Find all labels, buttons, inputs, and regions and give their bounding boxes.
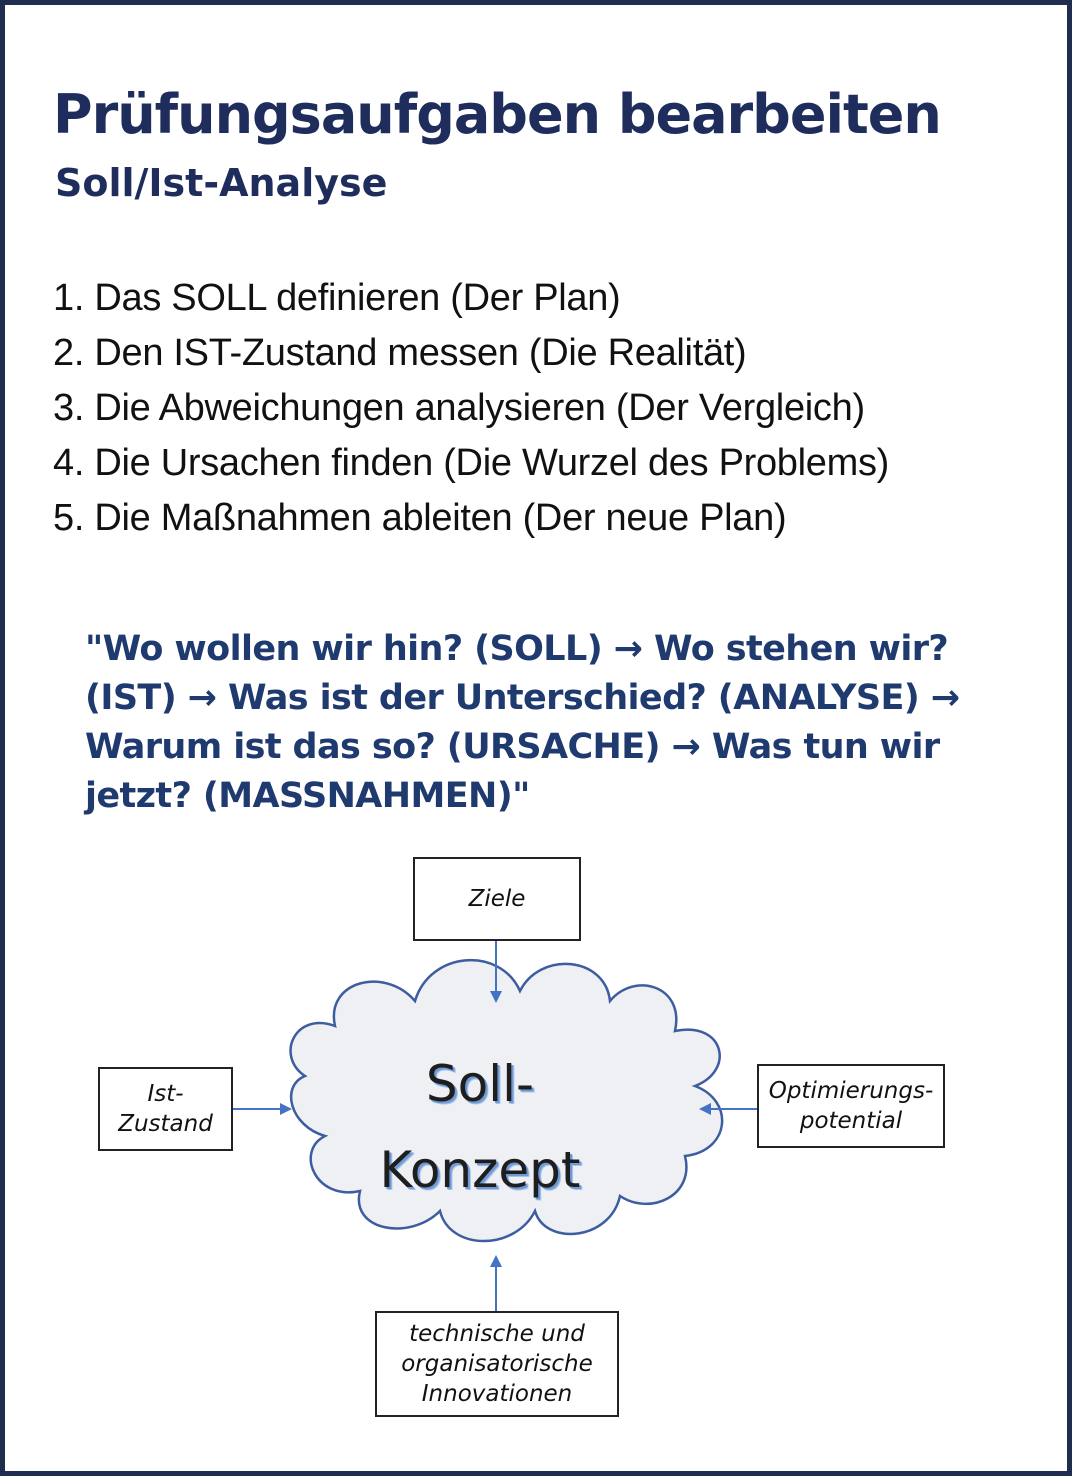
optimierungspotential-label: Optimierungs- potential — [768, 1078, 934, 1134]
ziele-box — [413, 857, 581, 941]
soll-konzept-label: Soll- Konzept — [379, 1055, 581, 1199]
optimierungspotential-box — [757, 1064, 945, 1148]
ist-zustand-box — [98, 1067, 233, 1151]
innovationen-label: technische und organisatorische Innovationen — [401, 1321, 593, 1407]
innovationen-box — [375, 1311, 619, 1417]
soll-konzept-diagram — [95, 851, 955, 1423]
page-title: Prüfungsaufgaben bearbeiten — [53, 83, 941, 146]
steps-list — [53, 271, 889, 546]
step-item: 2. Den IST-Zustand messen (Die Realität) — [53, 332, 747, 374]
step-item: 1. Das SOLL definieren (Der Plan) — [53, 277, 621, 319]
step-item: 3. Die Abweichungen analysieren (Der Vergleich) — [53, 387, 865, 429]
page-subtitle: Soll/Ist-Analyse — [55, 161, 388, 205]
ziele-label: Ziele — [468, 886, 526, 912]
step-item: 4. Die Ursachen finden (Die Wurzel des Problems) — [53, 442, 890, 484]
ist-zustand-label: Ist- Zustand — [118, 1081, 213, 1137]
guiding-questions-quote: "Wo wollen wir hin? (SOLL) → Wo stehen wir? (IST) → Was ist der Unterschied? (ANALYSE) → Warum ist das so? (URSACHE) → Was tun wir jetzt? (MASSNAHMEN)" — [85, 629, 960, 816]
step-item: 5. Die Maßnahmen ableiten (Der neue Plan) — [53, 497, 787, 539]
